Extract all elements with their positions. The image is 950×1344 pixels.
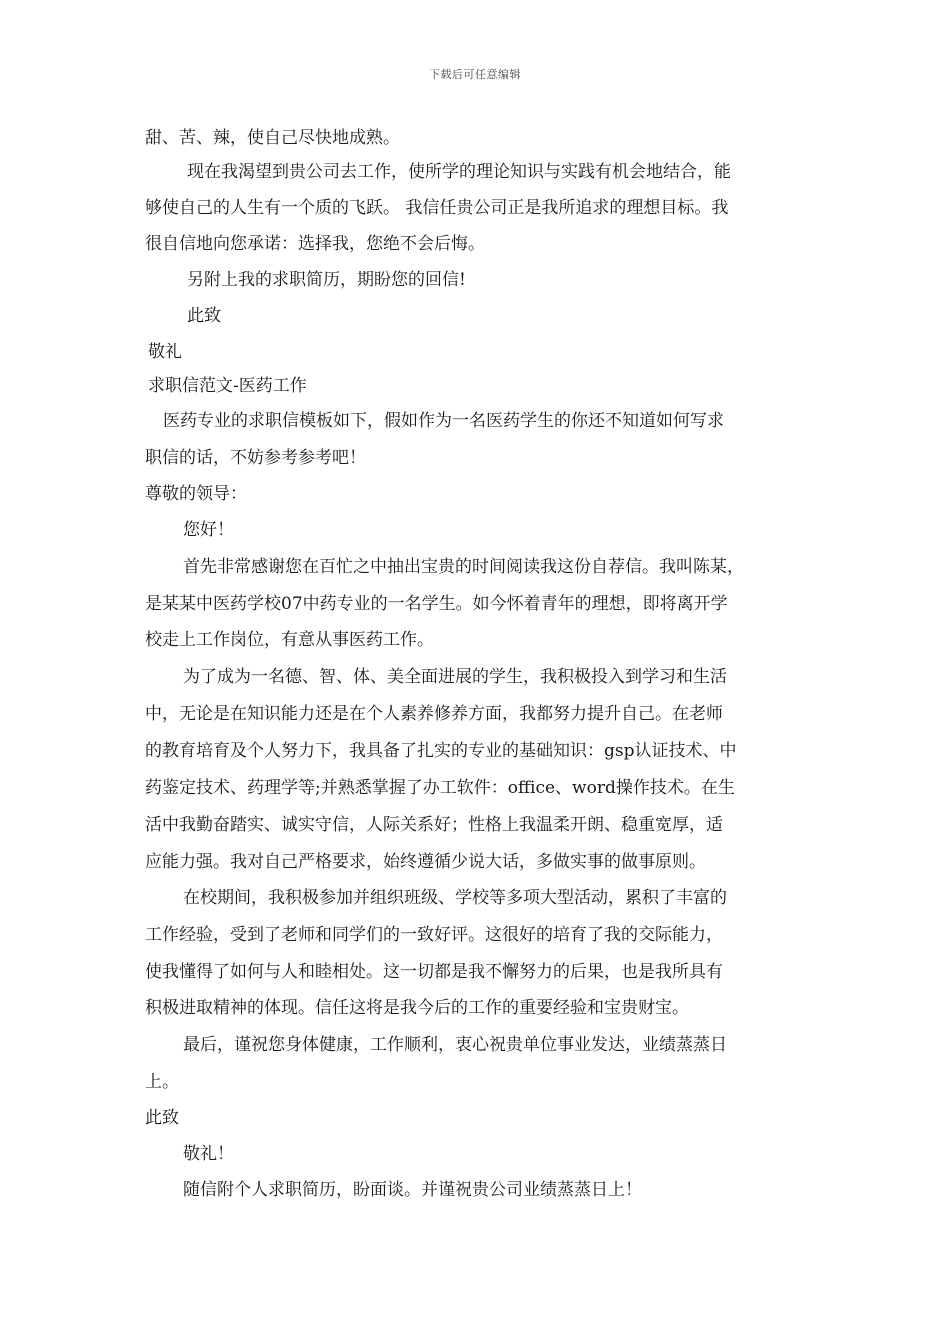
text-line: 在校期间，我积极参加并组织班级、学校等多项大型活动，累积了丰富的	[183, 888, 727, 908]
text-line: 活中我勤奋踏实、诚实守信，人际关系好；性格上我温柔开朗、稳重宽厚，适	[145, 815, 723, 835]
text-line: 最后，谨祝您身体健康，工作顺利，衷心祝贵单位事业发达，业绩蒸蒸日	[183, 1035, 727, 1055]
text-line: 此致	[145, 1108, 179, 1128]
text-line: 积极进取精神的体现。信任这将是我今后的工作的重要经验和宝贵财宝。	[145, 998, 689, 1018]
text-line: 使我懂得了如何与人和睦相处。这一切都是我不懈努力的后果，也是我所具有	[145, 962, 723, 982]
text-line: 求职信范文-医药工作	[148, 376, 307, 396]
text-line: 此致	[187, 306, 221, 326]
text-line: 药鉴定技术、药理学等;并熟悉掌握了办工软件：office、word操作技术。在生	[145, 778, 735, 798]
text-line: 另附上我的求职简历，期盼您的回信!	[187, 270, 466, 290]
text-line: 上。	[145, 1072, 179, 1092]
text-line: 中，无论是在知识能力还是在个人素养修养方面，我都努力提升自己。在老师	[145, 704, 723, 724]
text-line: 敬礼！	[183, 1144, 234, 1164]
text-line: 甜、苦、辣，使自己尽快地成熟。	[145, 128, 400, 148]
text-line: 的教育培育及个人努力下，我具备了扎实的专业的基础知识：gsp认证技术、中	[145, 741, 737, 761]
text-line: 很自信地向您承诺：选择我，您绝不会后悔。	[145, 234, 485, 254]
text-line: 随信附个人求职简历，盼面谈。并谨祝贵公司业绩蒸蒸日上！	[183, 1180, 642, 1200]
text-line: 校走上工作岗位，有意从事医药工作。	[145, 630, 434, 650]
text-line: 应能力强。我对自己严格要求，始终遵循少说大话，多做实事的做事原则。	[145, 852, 706, 872]
text-line: 现在我渴望到贵公司去工作，使所学的理论知识与实践有机会地结合，能	[187, 162, 731, 182]
text-line: 是某某中医药学校07中药专业的一名学生。如今怀着青年的理想，即将离开学	[145, 594, 728, 614]
text-line: 敬礼	[148, 342, 182, 362]
text-line: 尊敬的领导：	[145, 484, 247, 504]
page-header: 下载后可任意编辑	[429, 68, 521, 81]
text-line: 够使自己的人生有一个质的飞跃。 我信任贵公司正是我所追求的理想目标。我	[145, 198, 729, 218]
text-line: 工作经验，受到了老师和同学们的一致好评。这很好的培育了我的交际能力，	[145, 925, 723, 945]
text-line: 您好！	[183, 520, 234, 540]
text-line: 首先非常感谢您在百忙之中抽出宝贵的时间阅读我这份自荐信。我叫陈某，	[183, 557, 744, 577]
text-line: 医药专业的求职信模板如下，假如作为一名医药学生的你还不知道如何写求	[163, 411, 724, 431]
text-line: 职信的话，不妨参考参考吧！	[145, 448, 366, 468]
text-line: 为了成为一名德、智、体、美全面进展的学生，我积极投入到学习和生活	[183, 667, 727, 687]
